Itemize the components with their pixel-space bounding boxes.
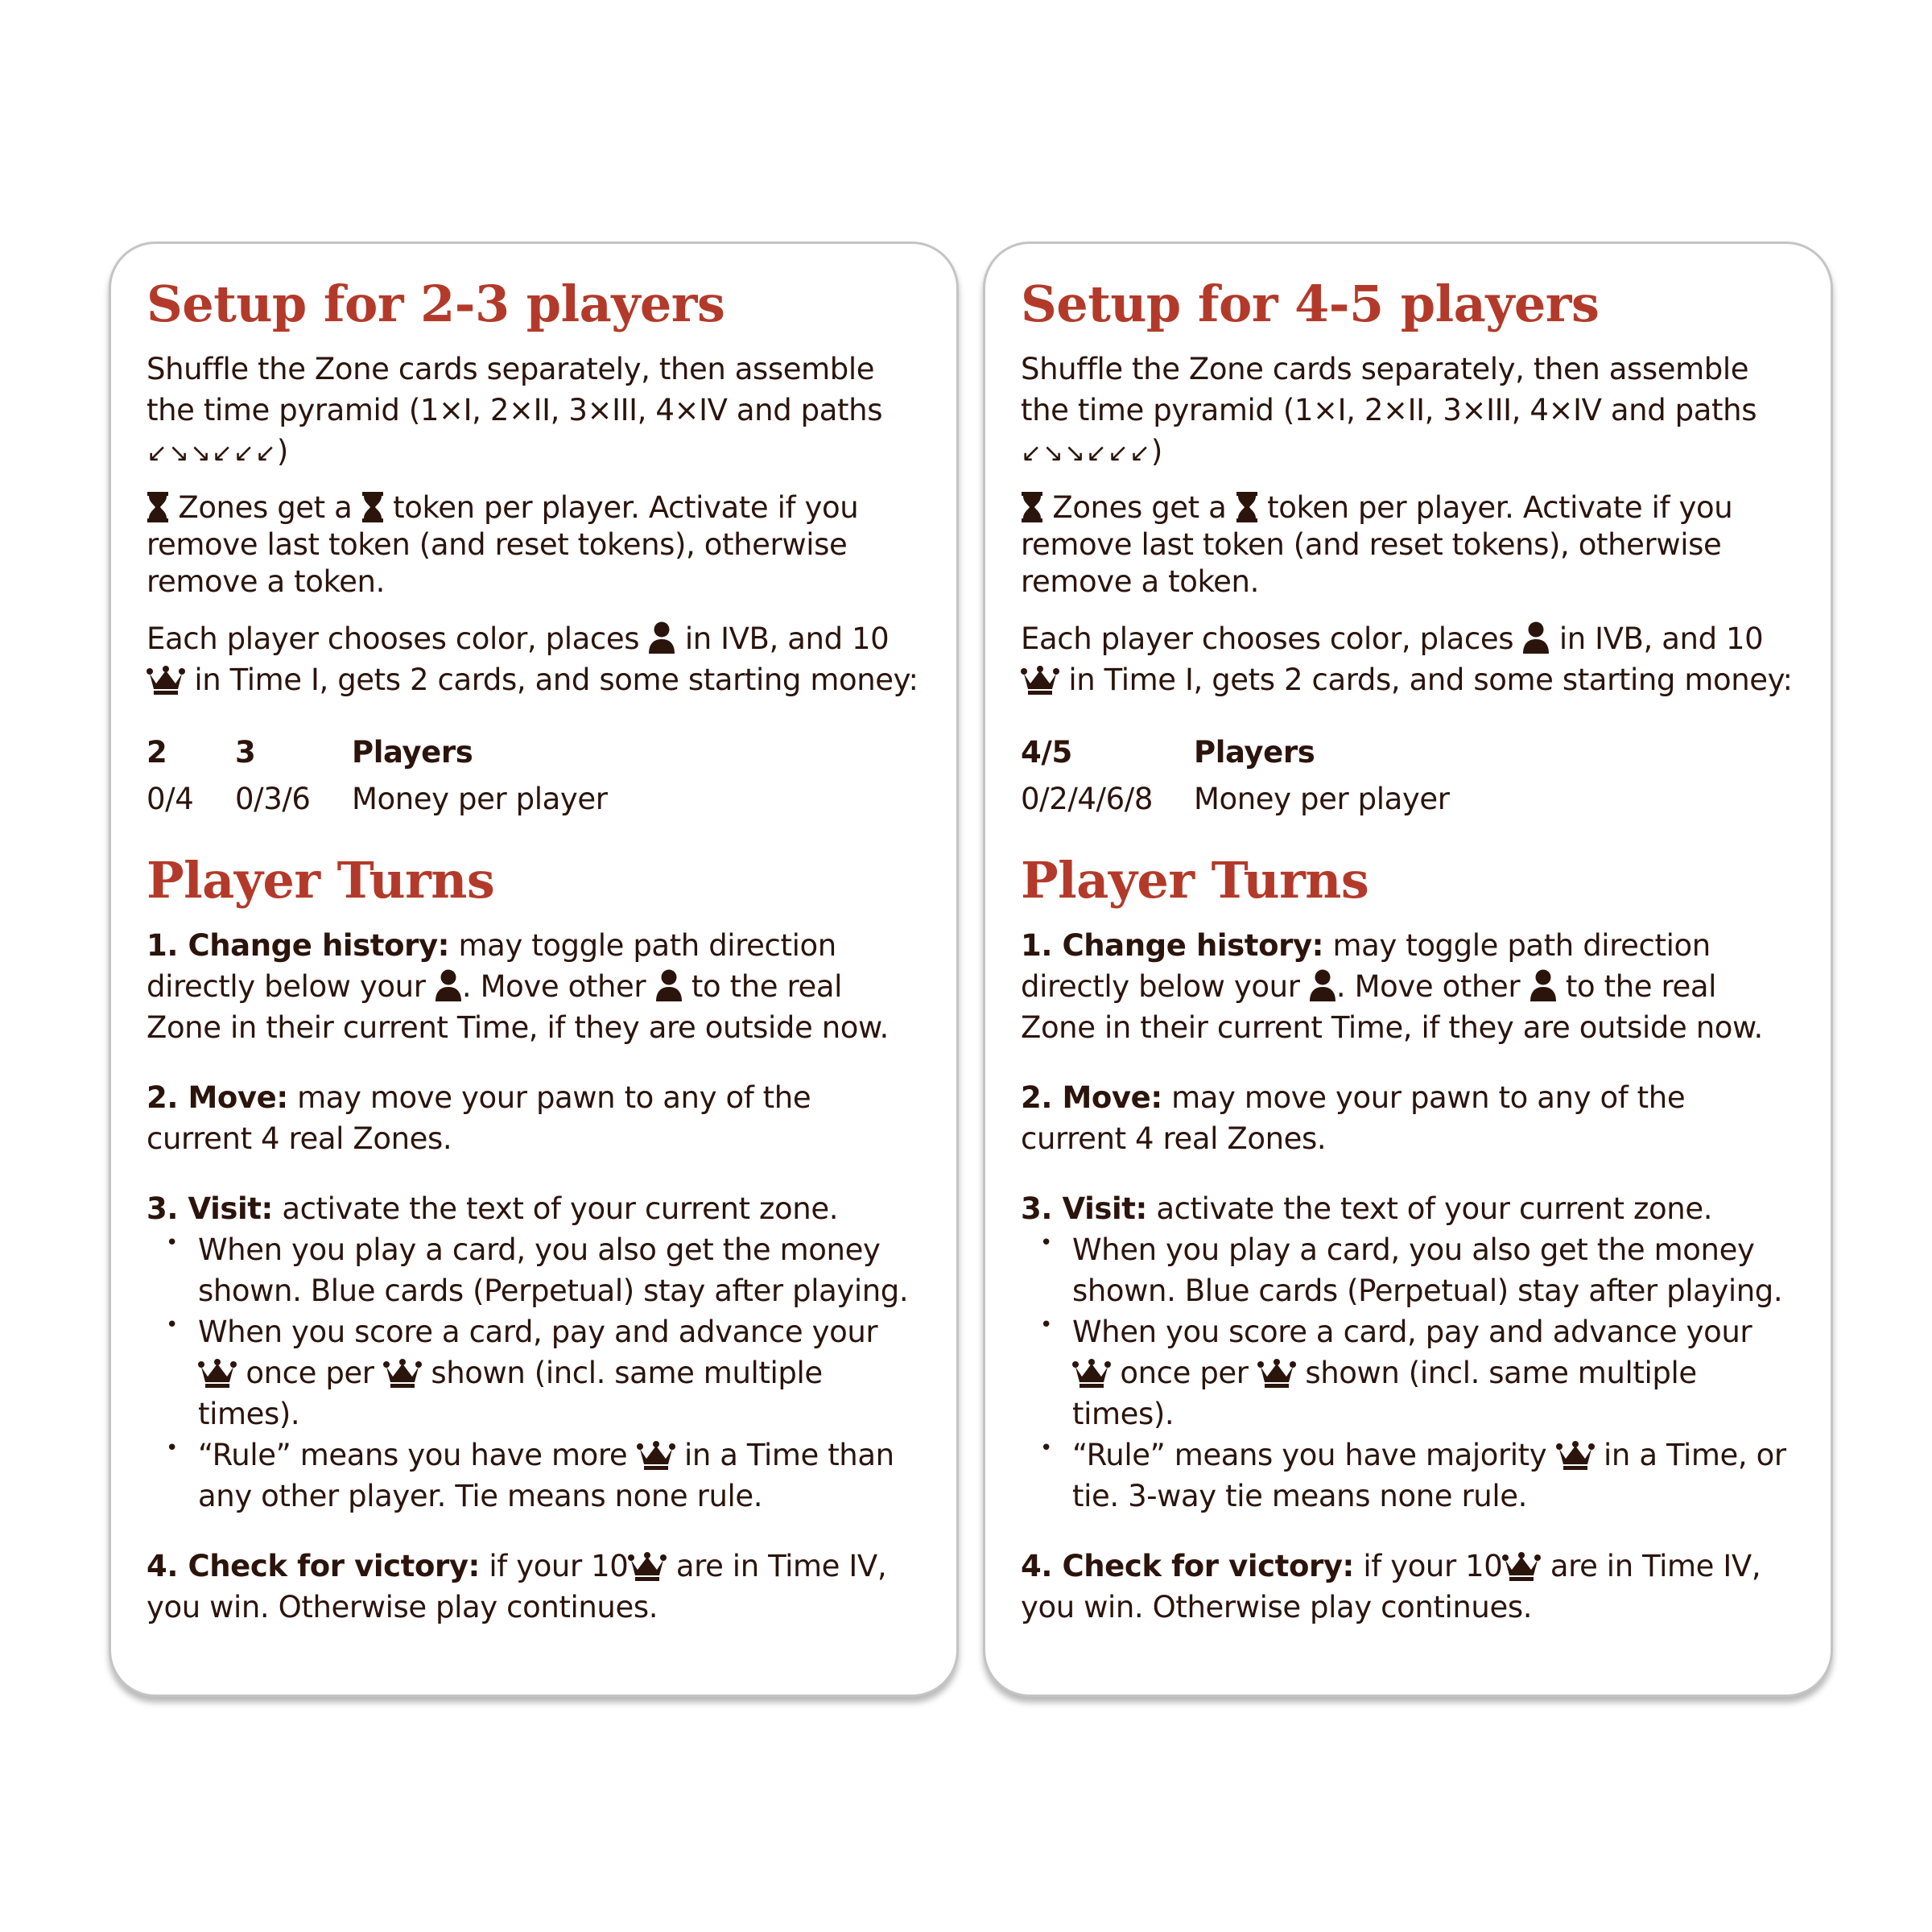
step4-text-b: are in Time IV, you win. Otherwise play continues. — [147, 1549, 887, 1625]
step1-text-c: to the real Zone in their current Time, if they are outside now. — [147, 968, 889, 1045]
path-arrows: ↙↘↘↙↙↙ — [1021, 438, 1151, 468]
money-value-2: 0/4 — [147, 781, 194, 816]
step-check-victory — [147, 1546, 921, 1628]
money-table-row — [147, 776, 921, 822]
step4-label: 4. Check for victory: — [1021, 1549, 1354, 1584]
step1-label: 1. Change history: — [147, 927, 450, 963]
crown-icon — [383, 1359, 422, 1388]
each-text-b: in IVB, and 10 — [684, 621, 890, 657]
bullet3-text-a: “Rule” means you have more — [198, 1438, 628, 1473]
step4-text-a: if your 10 — [1363, 1549, 1503, 1584]
step4-label: 4. Check for victory: — [147, 1549, 480, 1584]
step1-text-b: . Move other — [1335, 968, 1521, 1004]
money-table-row — [1021, 776, 1795, 822]
step-change-history — [1021, 925, 1795, 1048]
money-table — [1021, 729, 1795, 822]
zones-text-a: Zones get a — [178, 489, 353, 525]
money-value-label: Money per player — [352, 781, 608, 816]
money-value-3: 0/3/6 — [235, 781, 311, 816]
crown-icon — [1257, 1359, 1296, 1388]
pawn-icon — [1530, 969, 1557, 1001]
player-turns-title: Player Turns — [1021, 851, 1369, 910]
visit-bullet-score — [1021, 1311, 1795, 1435]
crown-icon — [1556, 1441, 1595, 1470]
visit-bullets — [1021, 1229, 1795, 1517]
step2-text: may move your pawn to any of the current 4 real Zones. — [147, 1080, 811, 1156]
step1-text-a: may toggle path direction directly below your — [147, 927, 836, 1004]
shuffle-text: Shuffle the Zone cards separately, then assemble the time pyramid (1×I, 2×II, 3×III, 4×IV and paths — [147, 351, 883, 427]
pawn-icon — [648, 621, 675, 654]
crown-icon — [1072, 1359, 1111, 1388]
crown-icon — [1502, 1552, 1541, 1581]
bullet2-text-c: shown (incl. same multiple times). — [198, 1356, 823, 1432]
step3-text: activate the text of your current zone. — [282, 1191, 839, 1226]
bullet2-text-b: once per — [246, 1356, 374, 1391]
paths-close: ) — [276, 433, 288, 469]
shuffle-instructions — [147, 349, 921, 472]
crown-icon — [1021, 666, 1059, 695]
step3-text: activate the text of your current zone. — [1156, 1191, 1713, 1226]
bullet1-text: When you play a card, you also get the money shown. Blue cards (Perpetual) stay after playing. — [198, 1232, 909, 1308]
crown-icon — [637, 1441, 675, 1470]
pawn-icon — [655, 969, 683, 1001]
step3-label: 3. Visit: — [1021, 1191, 1147, 1226]
pawn-icon — [1522, 621, 1550, 654]
step3-label: 3. Visit: — [147, 1191, 273, 1226]
money-header-players: Players — [1194, 735, 1315, 770]
step2-label: 2. Move: — [1021, 1080, 1162, 1115]
each-text-a: Each player chooses color, places — [1021, 621, 1514, 657]
step2-text: may move your pawn to any of the current 4 real Zones. — [1021, 1080, 1686, 1156]
money-table — [147, 729, 921, 822]
step-visit — [147, 1188, 921, 1229]
hourglass-icon — [1021, 492, 1043, 522]
paths-close: ) — [1150, 433, 1162, 469]
zones-text-b: token per player. Activate if you remove last token (and reset tokens), otherwise remove a token. — [147, 489, 859, 600]
money-value-label: Money per player — [1194, 781, 1450, 816]
zones-instructions — [147, 489, 921, 601]
path-arrows: ↙↘↘↙↙↙ — [147, 438, 277, 468]
bullet3-text-b: in a Time than any other player. Tie means none rule. — [198, 1438, 894, 1514]
step-visit — [1021, 1188, 1795, 1229]
money-header-4-5: 4/5 — [1021, 735, 1072, 770]
bullet3-text-b: in a Time, or tie. 3-way tie means none rule. — [1072, 1438, 1786, 1514]
bullet2-text-a: When you score a card, pay and advance your — [1072, 1315, 1752, 1350]
visit-bullets — [147, 1229, 921, 1517]
each-text-b: in IVB, and 10 — [1558, 621, 1764, 657]
step-move — [1021, 1077, 1795, 1159]
step1-text-a: may toggle path direction directly below your — [1021, 927, 1711, 1004]
step-move — [147, 1077, 921, 1159]
crown-icon — [198, 1359, 237, 1388]
player-setup-instructions — [1021, 618, 1795, 700]
money-table-header — [1021, 729, 1795, 775]
step4-text-b: are in Time IV, you win. Otherwise play continues. — [1021, 1549, 1761, 1625]
visit-bullet-play — [1021, 1229, 1795, 1311]
reference-card-2-3-players — [109, 242, 959, 1697]
crown-icon — [147, 666, 185, 695]
bullet2-text-a: When you score a card, pay and advance your — [198, 1315, 878, 1350]
reference-card-4-5-players — [983, 242, 1833, 1697]
money-header-2: 2 — [147, 735, 167, 770]
hourglass-icon — [147, 492, 169, 522]
bullet2-text-c: shown (incl. same multiple times). — [1072, 1356, 1697, 1432]
crown-icon — [628, 1552, 667, 1581]
bullet1-text: When you play a card, you also get the money shown. Blue cards (Perpetual) stay after playing. — [1072, 1232, 1783, 1308]
zones-instructions — [1021, 489, 1795, 601]
setup-title: Setup for 2-3 players — [147, 275, 725, 333]
step-change-history — [147, 925, 921, 1048]
step4-text-a: if your 10 — [489, 1549, 629, 1584]
money-header-3: 3 — [235, 735, 256, 770]
setup-title: Setup for 4-5 players — [1021, 275, 1600, 333]
player-turns-title: Player Turns — [147, 851, 495, 910]
visit-bullet-score — [147, 1311, 921, 1435]
bullet2-text-b: once per — [1120, 1356, 1249, 1391]
step-check-victory — [1021, 1546, 1795, 1628]
step2-label: 2. Move: — [147, 1080, 288, 1115]
zones-text-a: Zones get a — [1052, 489, 1227, 525]
each-text-a: Each player chooses color, places — [147, 621, 640, 657]
visit-bullet-rule — [1021, 1435, 1795, 1517]
pawn-icon — [1309, 969, 1336, 1001]
zones-text-b: token per player. Activate if you remove last token (and reset tokens), otherwise remove a token. — [1021, 489, 1733, 600]
each-text-c: in Time I, gets 2 cards, and some starting money: — [194, 663, 919, 698]
step1-text-c: to the real Zone in their current Time, if they are outside now. — [1021, 968, 1763, 1045]
bullet3-text-a: “Rule” means you have majority — [1072, 1438, 1547, 1473]
step1-label: 1. Change history: — [1021, 927, 1324, 963]
visit-bullet-play — [147, 1229, 921, 1311]
player-setup-instructions — [147, 618, 921, 700]
each-text-c: in Time I, gets 2 cards, and some starting money: — [1068, 663, 1793, 698]
hourglass-icon — [361, 492, 384, 522]
pawn-icon — [435, 969, 462, 1001]
money-header-players: Players — [352, 735, 473, 770]
shuffle-instructions — [1021, 349, 1795, 472]
hourglass-icon — [1236, 492, 1258, 522]
step1-text-b: . Move other — [461, 968, 646, 1004]
visit-bullet-rule — [147, 1435, 921, 1517]
shuffle-text: Shuffle the Zone cards separately, then assemble the time pyramid (1×I, 2×II, 3×III, 4×IV and paths — [1021, 351, 1757, 427]
money-table-header — [147, 729, 921, 775]
money-value-4-5: 0/2/4/6/8 — [1021, 781, 1153, 816]
